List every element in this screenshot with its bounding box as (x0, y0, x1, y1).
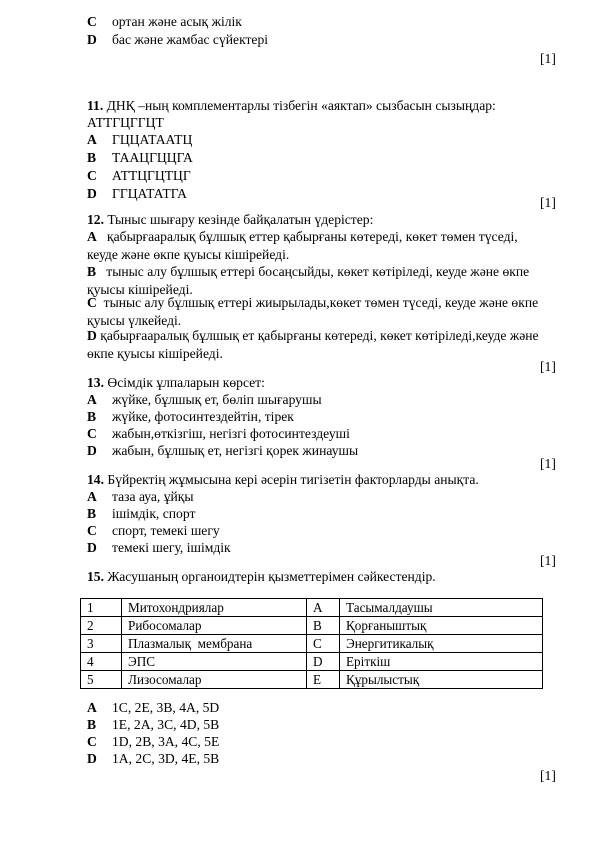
question-11-heading (87, 97, 496, 115)
dna-sequence: АТТГЦГГЦТ (87, 115, 164, 130)
option-text: ГГЦАТАТГА (112, 186, 187, 201)
option-letter: A (87, 229, 97, 244)
question-15-heading (87, 568, 436, 586)
table-cell: Лизосомалар (122, 671, 307, 689)
option-letter: C (87, 734, 97, 749)
table-cell: ЭПС (122, 653, 307, 671)
score-mark: [1] (540, 359, 556, 374)
option-letter: C (87, 14, 97, 29)
option-letter: D (87, 328, 97, 343)
option-text: 1A, 2C, 3D, 4E, 5B (112, 751, 220, 766)
table-cell: E (307, 671, 340, 689)
option-letter: A (87, 700, 97, 715)
option-text: жүйке, бұлшық ет, бөліп шығарушы (112, 392, 322, 407)
question-number: 11. (87, 98, 104, 113)
option-letter: D (87, 751, 97, 766)
table-cell: Тасымалдаушы (340, 599, 543, 617)
question-text: Жасушаның органоидтерін қызметтерімен сәйкестендір. (104, 569, 436, 584)
table-cell: Плазмалық мембрана (122, 635, 307, 653)
option-text: 1D, 2B, 3A, 4C, 5E (112, 734, 220, 749)
option-letter: B (87, 409, 97, 424)
table-cell: C (307, 635, 340, 653)
option-letter: A (87, 132, 97, 147)
option-letter: B (87, 506, 97, 521)
question-number: 14. (87, 472, 104, 487)
table-row (81, 617, 543, 635)
score-mark: [1] (540, 553, 556, 568)
table-cell: Еріткіш (340, 653, 543, 671)
question-text: Бүйректің жұмысына кері әсерін тигізетін факторларды анықта. (104, 472, 479, 487)
question-text: ДНҚ –ның комплементарлы тізбегін «аяктап» сызбасын сызыңдар: (103, 98, 496, 113)
option-a-paragraph (87, 228, 547, 264)
score-mark: [1] (540, 768, 556, 783)
table-cell: B (307, 617, 340, 635)
question-text: Тыныс шығару кезінде байқалатын үдерістер: (104, 212, 374, 227)
option-text: жабын,өткізгіш, негізгі фотосинтездеуші (112, 426, 350, 441)
table-cell: A (307, 599, 340, 617)
option-text: АТТЦГЦТЦГ (112, 168, 191, 183)
question-13-heading (87, 374, 265, 392)
question-number: 12. (87, 212, 104, 227)
table-cell: Рибосомалар (122, 617, 307, 635)
option-text: спорт, темекі шегу (112, 523, 220, 538)
option-text: тыныс алу бұлшық еттері жиырылады,көкет төмен түседі, кеуде және өкпе қуысы үлкейеді. (87, 295, 539, 328)
option-text: темекі шегу, ішімдік (112, 540, 231, 555)
question-number: 15. (87, 569, 104, 584)
table-cell: Қорғаныштық (340, 617, 543, 635)
table-cell: 4 (81, 653, 122, 671)
option-letter: D (87, 32, 97, 47)
option-letter: B (87, 150, 97, 165)
option-text: жабын, бұлшық ет, негізгі қорек жинаушы (112, 443, 359, 458)
option-text: 1C, 2E, 3B, 4A, 5D (112, 700, 220, 715)
option-text: ТААЦГЦЦГА (112, 150, 193, 165)
option-text: жүйке, фотосинтездейтін, тірек (112, 409, 294, 424)
table-cell: Құрылыстық (340, 671, 543, 689)
matching-table (80, 598, 543, 689)
option-letter: B (87, 264, 97, 279)
table-cell: Энергитикалық (340, 635, 543, 653)
table-cell: D (307, 653, 340, 671)
option-text: тыныс алу бұлшық еттері босаңсыйды, көкет көтіріледі, кеуде және өкпе қуысы кішірейеді. (87, 264, 530, 297)
option-letter: A (87, 392, 97, 407)
option-text: ортан және асық жілік (112, 14, 242, 29)
table-cell: 5 (81, 671, 122, 689)
table-cell: 2 (81, 617, 122, 635)
table-cell: Митохондриялар (122, 599, 307, 617)
option-text: ГЦЦАТААТЦ (112, 132, 193, 147)
option-text: ішімдік, спорт (112, 506, 196, 521)
option-text: бас және жамбас сүйектері (112, 32, 269, 47)
question-number: 13. (87, 375, 104, 390)
option-text: 1E, 2A, 3C, 4D, 5B (112, 717, 220, 732)
option-letter: C (87, 426, 97, 441)
option-c-paragraph (87, 294, 547, 330)
option-letter: D (87, 443, 97, 458)
table-cell: 3 (81, 635, 122, 653)
option-letter: C (87, 295, 97, 310)
option-text: қабырғааралық бұлшық ет қабырғаны көтереді, көкет көтіріледі,кеуде және өкпе қуысы кішірейеді. (87, 328, 539, 361)
table-row (81, 635, 543, 653)
question-12-heading (87, 211, 373, 229)
table-row (81, 653, 543, 671)
score-mark: [1] (540, 456, 556, 471)
score-mark: [1] (540, 195, 556, 210)
table-row (81, 599, 543, 617)
option-letter: C (87, 168, 97, 183)
option-text: таза ауа, ұйқы (112, 489, 194, 504)
option-d-paragraph (87, 327, 547, 363)
option-letter: D (87, 186, 97, 201)
table-cell: 1 (81, 599, 122, 617)
question-text: Өсімдік ұлпаларын көрсет: (104, 375, 265, 390)
option-text: қабырғааралық бұлшық еттер қабырғаны көтереді, көкет төмен түседі, кеуде және өкпе қуысы кішірейеді. (87, 229, 518, 262)
option-letter: C (87, 523, 97, 538)
option-letter: D (87, 540, 97, 555)
option-letter: A (87, 489, 97, 504)
table-row (81, 671, 543, 689)
score-mark: [1] (540, 51, 556, 66)
question-14-heading (87, 471, 479, 489)
option-letter: B (87, 717, 97, 732)
